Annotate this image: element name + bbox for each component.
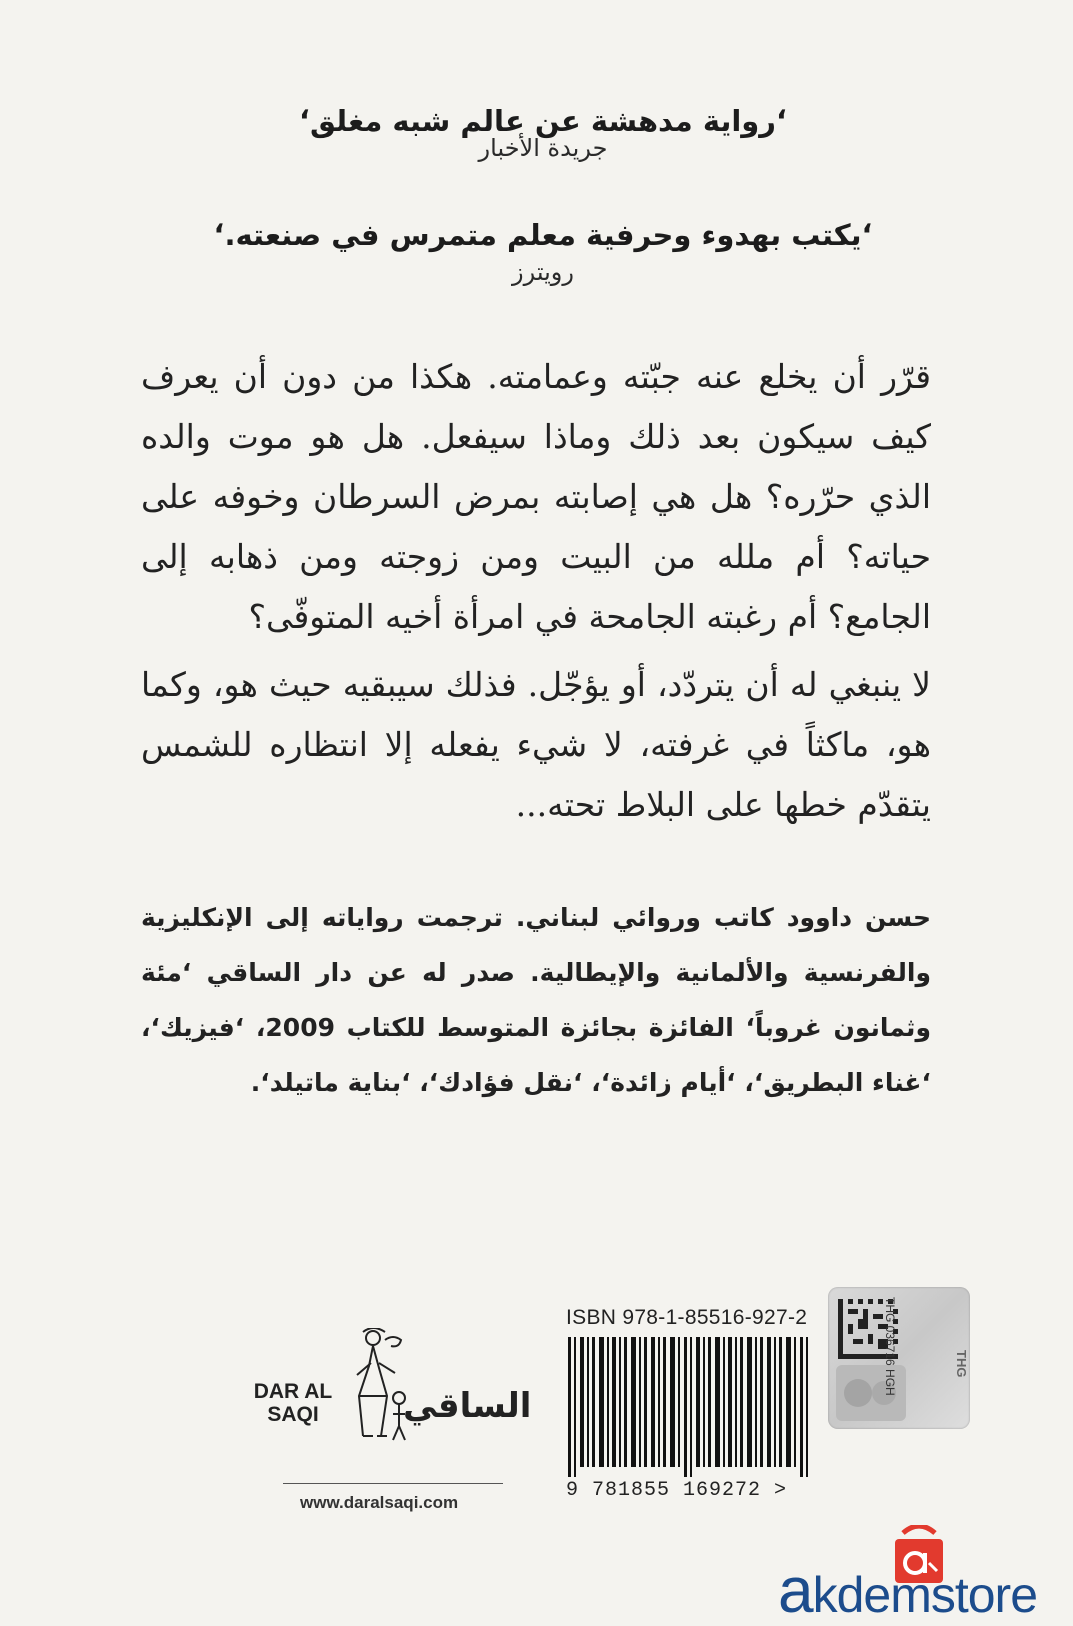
store-name-prefix: a [778, 1554, 813, 1626]
store-watermark [778, 1554, 1038, 1626]
store-name: kdemstore [812, 1567, 1038, 1623]
publisher-arabic-name: الساقي [403, 1386, 532, 1426]
blurb-paragraph-2: لا ينبغي له أن يتردّد، أو يؤجّل. فذلك سيبقيه حيث هو، وكما هو، ماكثاً في غرفته، لا شيء يفعله إلا انتظاره للشمس يتقدّم خطها على البلاط تحته... [141, 665, 931, 824]
publisher-latin-name: DAR AL SAQI [253, 1380, 333, 1426]
review-source-1: جريدة الأخبار [478, 134, 608, 162]
review-quote-1: ‘رواية مدهشة عن عالم شبه مغلق‘ [298, 104, 788, 138]
sticker-code: THG 036716 HGH [883, 1297, 897, 1396]
sticker-brand: THG [954, 1350, 969, 1378]
blurb-paragraph-1: قرّر أن يخلع عنه جبّته وعمامته. هكذا من دون أن يعرف كيف سيكون بعد ذلك وماذا سيفعل. هل هو موت والده الذي حرّره؟ هل هي إصابته بمرض السرطان وخوفه على حياته؟ أم ملله من البيت ومن زوجته ومن ذهابه إلى الجامع؟ أم رغبته الجامحة في امرأة أخيه المتوفّى؟ [141, 357, 931, 636]
isbn-label: ISBN 978-1-85516-927-2 [566, 1306, 808, 1329]
review-quote-2: ‘يكتب بهدوء وحرفية معلم متمرس في صنعته.‘ [213, 218, 873, 252]
website-divider [283, 1483, 503, 1484]
review-source-2: رويترز [512, 258, 574, 286]
inventory-sticker [828, 1287, 970, 1429]
publisher-website: www.daralsaqi.com [300, 1493, 459, 1512]
blurb [141, 347, 931, 843]
author-bio: حسن داوود كاتب وروائي لبناني. ترجمت رواياته إلى الإنكليزية والفرنسية والألمانية والإيطالية. صدر له عن دار الساقي ‘مئة وثمانون غروباً‘ الفائزة بجائزة المتوسط للكتاب 2009، ‘فيزيك‘، ‘غناء البطريق‘، ‘أيام زائدة‘، ‘نقل فؤادك‘، ‘بناية ماتيلد‘. [141, 903, 931, 1097]
barcode-digits: 9 781855 169272 > [566, 1479, 788, 1502]
publisher-logo [245, 1328, 532, 1458]
barcode-icon [566, 1337, 816, 1477]
